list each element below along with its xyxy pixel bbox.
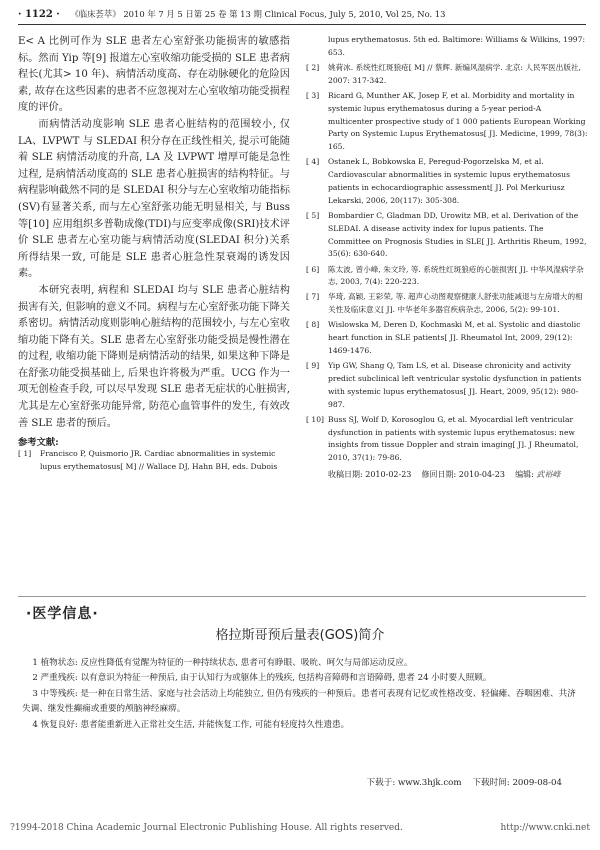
reference-text: Yip GW, Shang Q, Tam LS, et al. Disease chronicity and activity predict subclinical left ventricular systolic dysfunction in patients with systemic lupus erythematosus[ J]. Heart, 2009, 95(12): 980-987. bbox=[328, 361, 582, 409]
footer bbox=[10, 823, 590, 833]
reference-text: Wislowska M, Deren D, Kochmaski M, et al. Systolic and diastolic heart function in SLE patients[ J]. Rheumatol Int, 2009, 29(12): 1469-1476. bbox=[328, 320, 581, 356]
body-paragraph: 而病情活动度影响 SLE 患者心脏结构的范围较小, 仅 LA、LVPWT 与 SLEDAI 积分存在正线性相关, 提示可能随着 SLE 病情活动度的升高, LA 及 LVPWT 增厚可能是急性过程, 是病情活动度高的 SLE 患者心脏损害的结构特征。与病程影响截然不同的是 SLEDAI 积分与左心室收缩功能指标(SV)有显著关系, 而与左心室舒张功能无明显相关, 与 Buss 等[10] 应用组织多普勒成像(TDI)与应变率成像(SRI)技术评价 SLE 患者左心室功能与病情活动度(SLEDAI 积分)关系所得结果一致, 可能是 SLE 患者心脏急性泵衰竭的诱发因素。 bbox=[18, 118, 290, 280]
header-rule bbox=[18, 24, 586, 25]
right-column bbox=[306, 34, 588, 480]
references-title: 参考文献: bbox=[18, 437, 59, 449]
section-divider bbox=[18, 596, 586, 597]
reference-number: [ 10] bbox=[306, 414, 325, 424]
article-title: 格拉斯哥预后量表(GOS)简介 bbox=[215, 628, 385, 643]
editor-signature: 武裕峰 bbox=[536, 470, 561, 480]
reference-item bbox=[306, 291, 588, 317]
reference-number: [ 2] bbox=[306, 62, 320, 72]
reference-number bbox=[306, 34, 328, 60]
reference-item bbox=[306, 210, 588, 261]
reference-item bbox=[306, 360, 588, 411]
reference-item bbox=[306, 264, 588, 290]
download-label: 下载于: bbox=[366, 778, 396, 788]
reference-number: [ 8] bbox=[306, 320, 320, 330]
reference-number: [ 7] bbox=[306, 292, 320, 302]
left-column bbox=[18, 34, 290, 476]
reference-text: Bombardier C, Gladman DD, Urowitz MB, et al. Derivation of the SLEDAI. A disease activity index for lupus patients. The Committee on Prognosis Studies in SLE[ J]. Arthritis Rheum, 1992, 35(6): 630-640. bbox=[328, 210, 587, 259]
revised-date: 2010-04-23 bbox=[458, 470, 505, 480]
reference-text: 姚荷冰. 系统性红斑狼疮[ M] // 蔡辉. 新编风湿病学. 北京: 人民军医出版社, 2007: 317-342. bbox=[328, 62, 581, 85]
footer-url: http://www.cnki.net bbox=[500, 823, 590, 833]
reference-number: [ 1] bbox=[18, 449, 32, 459]
reference-number: [ 3] bbox=[306, 90, 320, 100]
reference-number: [ 6] bbox=[306, 264, 320, 274]
reference-text: Francisco P, Quismorio JR. Cardiac abnormalities in systemic lupus erythematosus[ M] // Wallace DJ, Hahn BH, eds. Dubois bbox=[40, 449, 278, 472]
reference-text: Buss SJ, Wolf D, Korosoglou G, et al. Myocardial left ventricular dysfunction in patients with systemic lupus erythematosus: new insights from tissue Doppler and strain imaging[ J]. J Rheumatol, 2010, 37(1): 79-86. bbox=[328, 414, 579, 463]
reference-text: 陈太波, 曾小峰, 朱文玲, 等. 系统性红斑狼疮的心脏损害[ J]. 中华风湿病学杂志, 2003, 7(4): 220-223. bbox=[328, 264, 584, 287]
list-item: 3 中等残疾: 是一种在日常生活、家庭与社会活动上均能独立, 但仍有残疾的一种预后。患者可表现有记忆或性格改变、轻偏瘫、吞咽困难、共济失调、继发性癫痫或重要的颅脑神经麻痹。 bbox=[22, 688, 576, 715]
list-item: 1 植物状态: 反应性降低有觉醒为特征的一种持续状态, 患者可有睁眼、吸吮、呵欠与局部运动反应。 bbox=[32, 658, 413, 668]
list-item: 2 严重残疾: 以有意识为特征一种预后, 由于认知行为或躯体上的残疾, 包括构音障碍和言语障碍, 患者 24 小时要人照顾。 bbox=[32, 673, 492, 684]
journal-line: 《临床荟萃》 2010 年 7 月 5 日第 25 卷 第 13 期 Clinical Focus, July 5, 2010, Vol 25, No. 13 bbox=[70, 9, 446, 19]
reference-text: 华琦, 高颖, 王彩荣, 等. 超声心动图观察健康人舒张功能减退与左房增大的相关性及临床意义[ J]. 中华老年多器官疾病杂志, 2006, 5(2): 99-101. bbox=[328, 292, 583, 315]
download-site: www.3hjk.com bbox=[397, 778, 462, 788]
reference-item bbox=[306, 34, 588, 60]
reference-item bbox=[306, 62, 588, 88]
article-dates bbox=[306, 469, 588, 480]
reference-number: [ 9] bbox=[306, 361, 320, 371]
section-label: ·医学信息· bbox=[26, 606, 99, 622]
page-number: · 1122 · bbox=[18, 9, 60, 20]
editor-label: 编辑: bbox=[515, 470, 534, 480]
reference-number: [ 4] bbox=[306, 157, 320, 167]
gos-list bbox=[22, 656, 578, 733]
body-paragraph: E< A 比例可作为 SLE 患者左心室舒张功能损害的敏感指标。然而 Yip 等[9] 报道左心室收缩功能受损的 SLE 患者病程长(尤其> 10 年)、病情活动度高、存在动脉硬化的危险因素, 故存在这些因素的患者不应忽视对左心室收缩功能受损程度的评价。 bbox=[18, 36, 290, 114]
reference-number: [ 5] bbox=[306, 210, 320, 220]
reference-item bbox=[306, 90, 588, 154]
reference-text: lupus erythematosus. 5th ed. Baltimore: Williams & Wilkins, 1997: 653. bbox=[328, 35, 586, 57]
reference-text: Ricard G, Munther AK, Josep F, et al. Morbidity and mortality in systemic lupus erythematosus during a 5-year period-A multicenter prospective study of 1 000 patients European Working Party on Systemic Lupus Erythematosus[ J]. Medicine, 1999, 78(3): 165. bbox=[328, 90, 588, 152]
list-item: 4 恢复良好: 患者能重新进入正常社交生活, 并能恢复工作, 可能有轻度持久性遗患。 bbox=[32, 719, 350, 730]
reference-item bbox=[306, 319, 588, 357]
received-label: 收稿日期: bbox=[328, 470, 363, 480]
reference-text: Ostanek L, Bobkowska E, Peregud-Pogorzelska M, et al. Cardiovascular abnormalities in systemic lupus erythematosus patients in echocardiographic assessment[ J]. Pol Merkuriusz Lekarski, 2006, 20(117): 305-308. bbox=[328, 157, 570, 205]
received-date: 2010-02-23 bbox=[365, 470, 412, 480]
copyright-text: ?1994-2018 China Academic Journal Electronic Publishing House. All rights reserved. bbox=[10, 823, 403, 833]
revised-label: 修回日期: bbox=[421, 470, 457, 480]
download-info bbox=[367, 776, 562, 788]
reference-item bbox=[18, 448, 290, 474]
reference-item bbox=[306, 156, 588, 207]
reference-item bbox=[306, 414, 588, 465]
download-time-label: 下载时间: bbox=[472, 778, 510, 788]
page-header bbox=[18, 8, 586, 22]
download-time: 2009-08-04 bbox=[512, 778, 562, 788]
body-paragraph: 本研究表明, 病程和 SLEDAI 均与 SLE 患者心脏结构损害有关, 但影响的意义不同。病程与左心室舒张功能下降关系密切。病情活动度则影响心脏结构的范围较小, 与左心室收缩功能下降有关。SLE 患者左心室舒张功能受损是慢性潜在的过程, 收缩功能下降则是病情活动的结果, 如果这种下降是在舒张功能受损基础上, 后果也许将极为严重。UCG 作为一项无创检查手段, 可以尽早发现 SLE 患者无症状的心脏损害, 尤其是左心室舒张功能异常, 防范心血管事件的发生, 有效改善 SLE 患者的预后。 bbox=[18, 284, 290, 429]
